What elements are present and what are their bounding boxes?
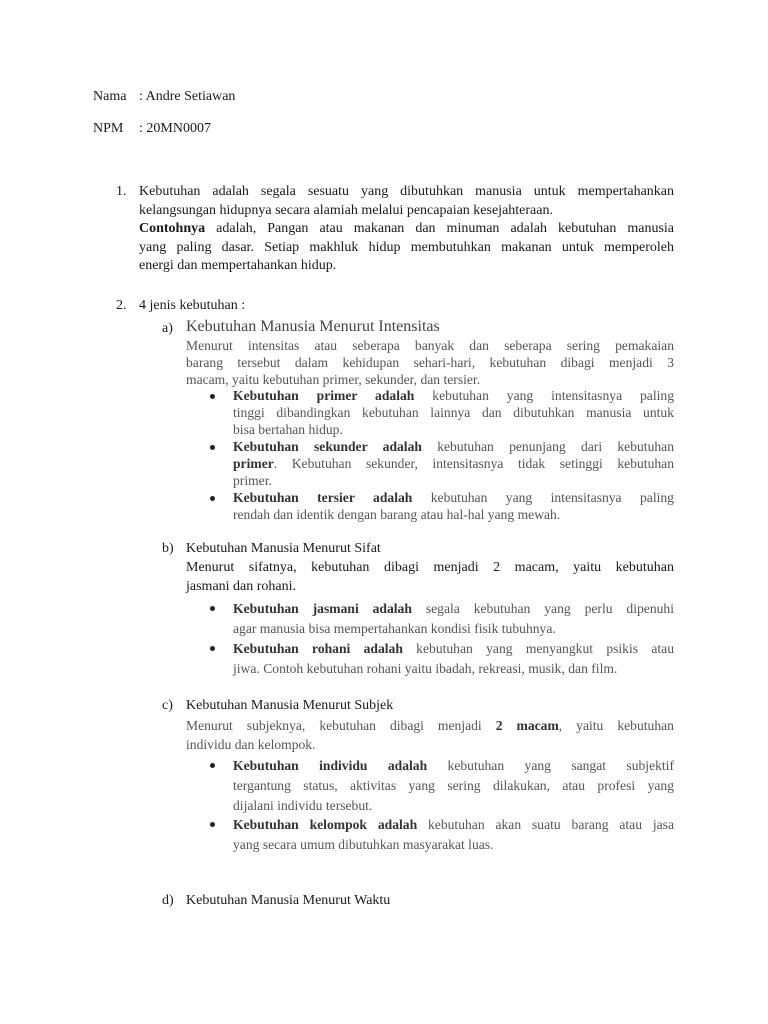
bullet-icon — [210, 763, 215, 768]
bullet-icon — [210, 394, 215, 399]
item1-line3: Contohnya adalah, Pangan atau makanan dan minuman adalah kebutuhan manusia — [139, 221, 674, 236]
bullet-icon — [210, 445, 215, 450]
subitem-a-letter: a) — [162, 321, 173, 336]
item2-title: 4 jenis kebutuhan : — [139, 298, 246, 313]
subitem-b-title: Kebutuhan Manusia Menurut Sifat — [186, 541, 381, 556]
item1-line2: kelangsungan hidupnya secara alamiah melalui pencapaian kesejahteraan. — [139, 202, 553, 218]
bullet-sekunder: Kebutuhan sekunder adalah kebutuhan penunjang dari kebutuhan primer. Kebutuhan sekunder, intensitasnya tidak setinggi kebutuhan primer. — [233, 439, 674, 488]
npm-value: : 20MN0007 — [139, 121, 211, 136]
bullet-jasmani: Kebutuhan jasmani adalah segala kebutuhan yang perlu dipenuhi agar manusia bisa mempertahankan kondisi fisik tubuhnya. — [233, 601, 674, 636]
name-value: : Andre Setiawan — [139, 89, 236, 104]
bullet-icon — [210, 646, 215, 651]
item1-example-bold: Contohnya — [139, 221, 206, 236]
subitem-c-title: Kebutuhan Manusia Menurut Subjek — [186, 698, 394, 713]
bullet-tersier: Kebutuhan tersier adalah kebutuhan yang intensitasnya paling rendah dan identik dengan barang atau hal-hal yang mewah. — [233, 490, 674, 522]
item1-line1: Kebutuhan adalah segala sesuatu yang dibutuhkan manusia untuk mempertahankan — [139, 184, 674, 199]
bullet-icon — [210, 822, 215, 827]
item1-paragraph — [139, 183, 674, 276]
npm-label: NPM — [93, 121, 124, 136]
item1-line4: yang paling dasar. Setiap makhluk hidup membutuhkan makanan untuk memperoleh — [139, 239, 674, 255]
npm-row — [93, 120, 211, 138]
subitem-d-letter: d) — [162, 893, 174, 908]
bullet-icon — [210, 606, 215, 611]
bullet-kelompok: Kebutuhan kelompok adalah kebutuhan akan suatu barang atau jasa yang secara umum dibutuhkan masyarakat luas. — [233, 817, 674, 852]
item1-number: 1. — [116, 184, 127, 199]
subitem-a-title: Kebutuhan Manusia Menurut Intensitas — [186, 318, 440, 335]
item1-line5: energi dan mempertahankan hidup. — [139, 258, 337, 273]
subitem-a-paragraph: Menurut intensitas atau seberapa banyak dan seberapa sering pemakaian barang tersebut dalam kehidupan sehari-hari, kebutuhan dibagi menjadi 3 macam, yaitu kebutuhan primer, sekunder, dan tersier. — [186, 338, 674, 387]
subitem-b-paragraph: Menurut sifatnya, kebutuhan dibagi menjadi 2 macam, yaitu kebutuhan jasmani dan rohani. — [186, 560, 674, 594]
subitem-d-title: Kebutuhan Manusia Menurut Waktu — [186, 893, 391, 908]
item2-number: 2. — [116, 298, 127, 313]
subitem-c-paragraph: Menurut subjeknya, kebutuhan dibagi menjadi 2 macam, yaitu kebutuhan individu dan kelompok. — [186, 718, 674, 752]
name-row — [93, 88, 235, 106]
bullet-rohani: Kebutuhan rohani adalah kebutuhan yang menyangkut psikis atau jiwa. Contoh kebutuhan rohani yaitu ibadah, rekreasi, musik, dan film. — [233, 641, 674, 676]
subitem-c-letter: c) — [162, 698, 173, 713]
bullet-primer: Kebutuhan primer adalah kebutuhan yang intensitasnya paling tinggi dibandingkan kebutuhan lainnya dan dibutuhkan manusia untuk bisa bertahan hidup. — [233, 388, 674, 437]
bullet-icon — [210, 496, 215, 501]
subitem-b-letter: b) — [162, 541, 174, 556]
name-label: Nama — [93, 89, 127, 104]
bullet-individu: Kebutuhan individu adalah kebutuhan yang sangat subjektif tergantung status, aktivitas yang sering dilakukan, atau profesi yang dijalani individu tersebut. — [233, 758, 674, 813]
